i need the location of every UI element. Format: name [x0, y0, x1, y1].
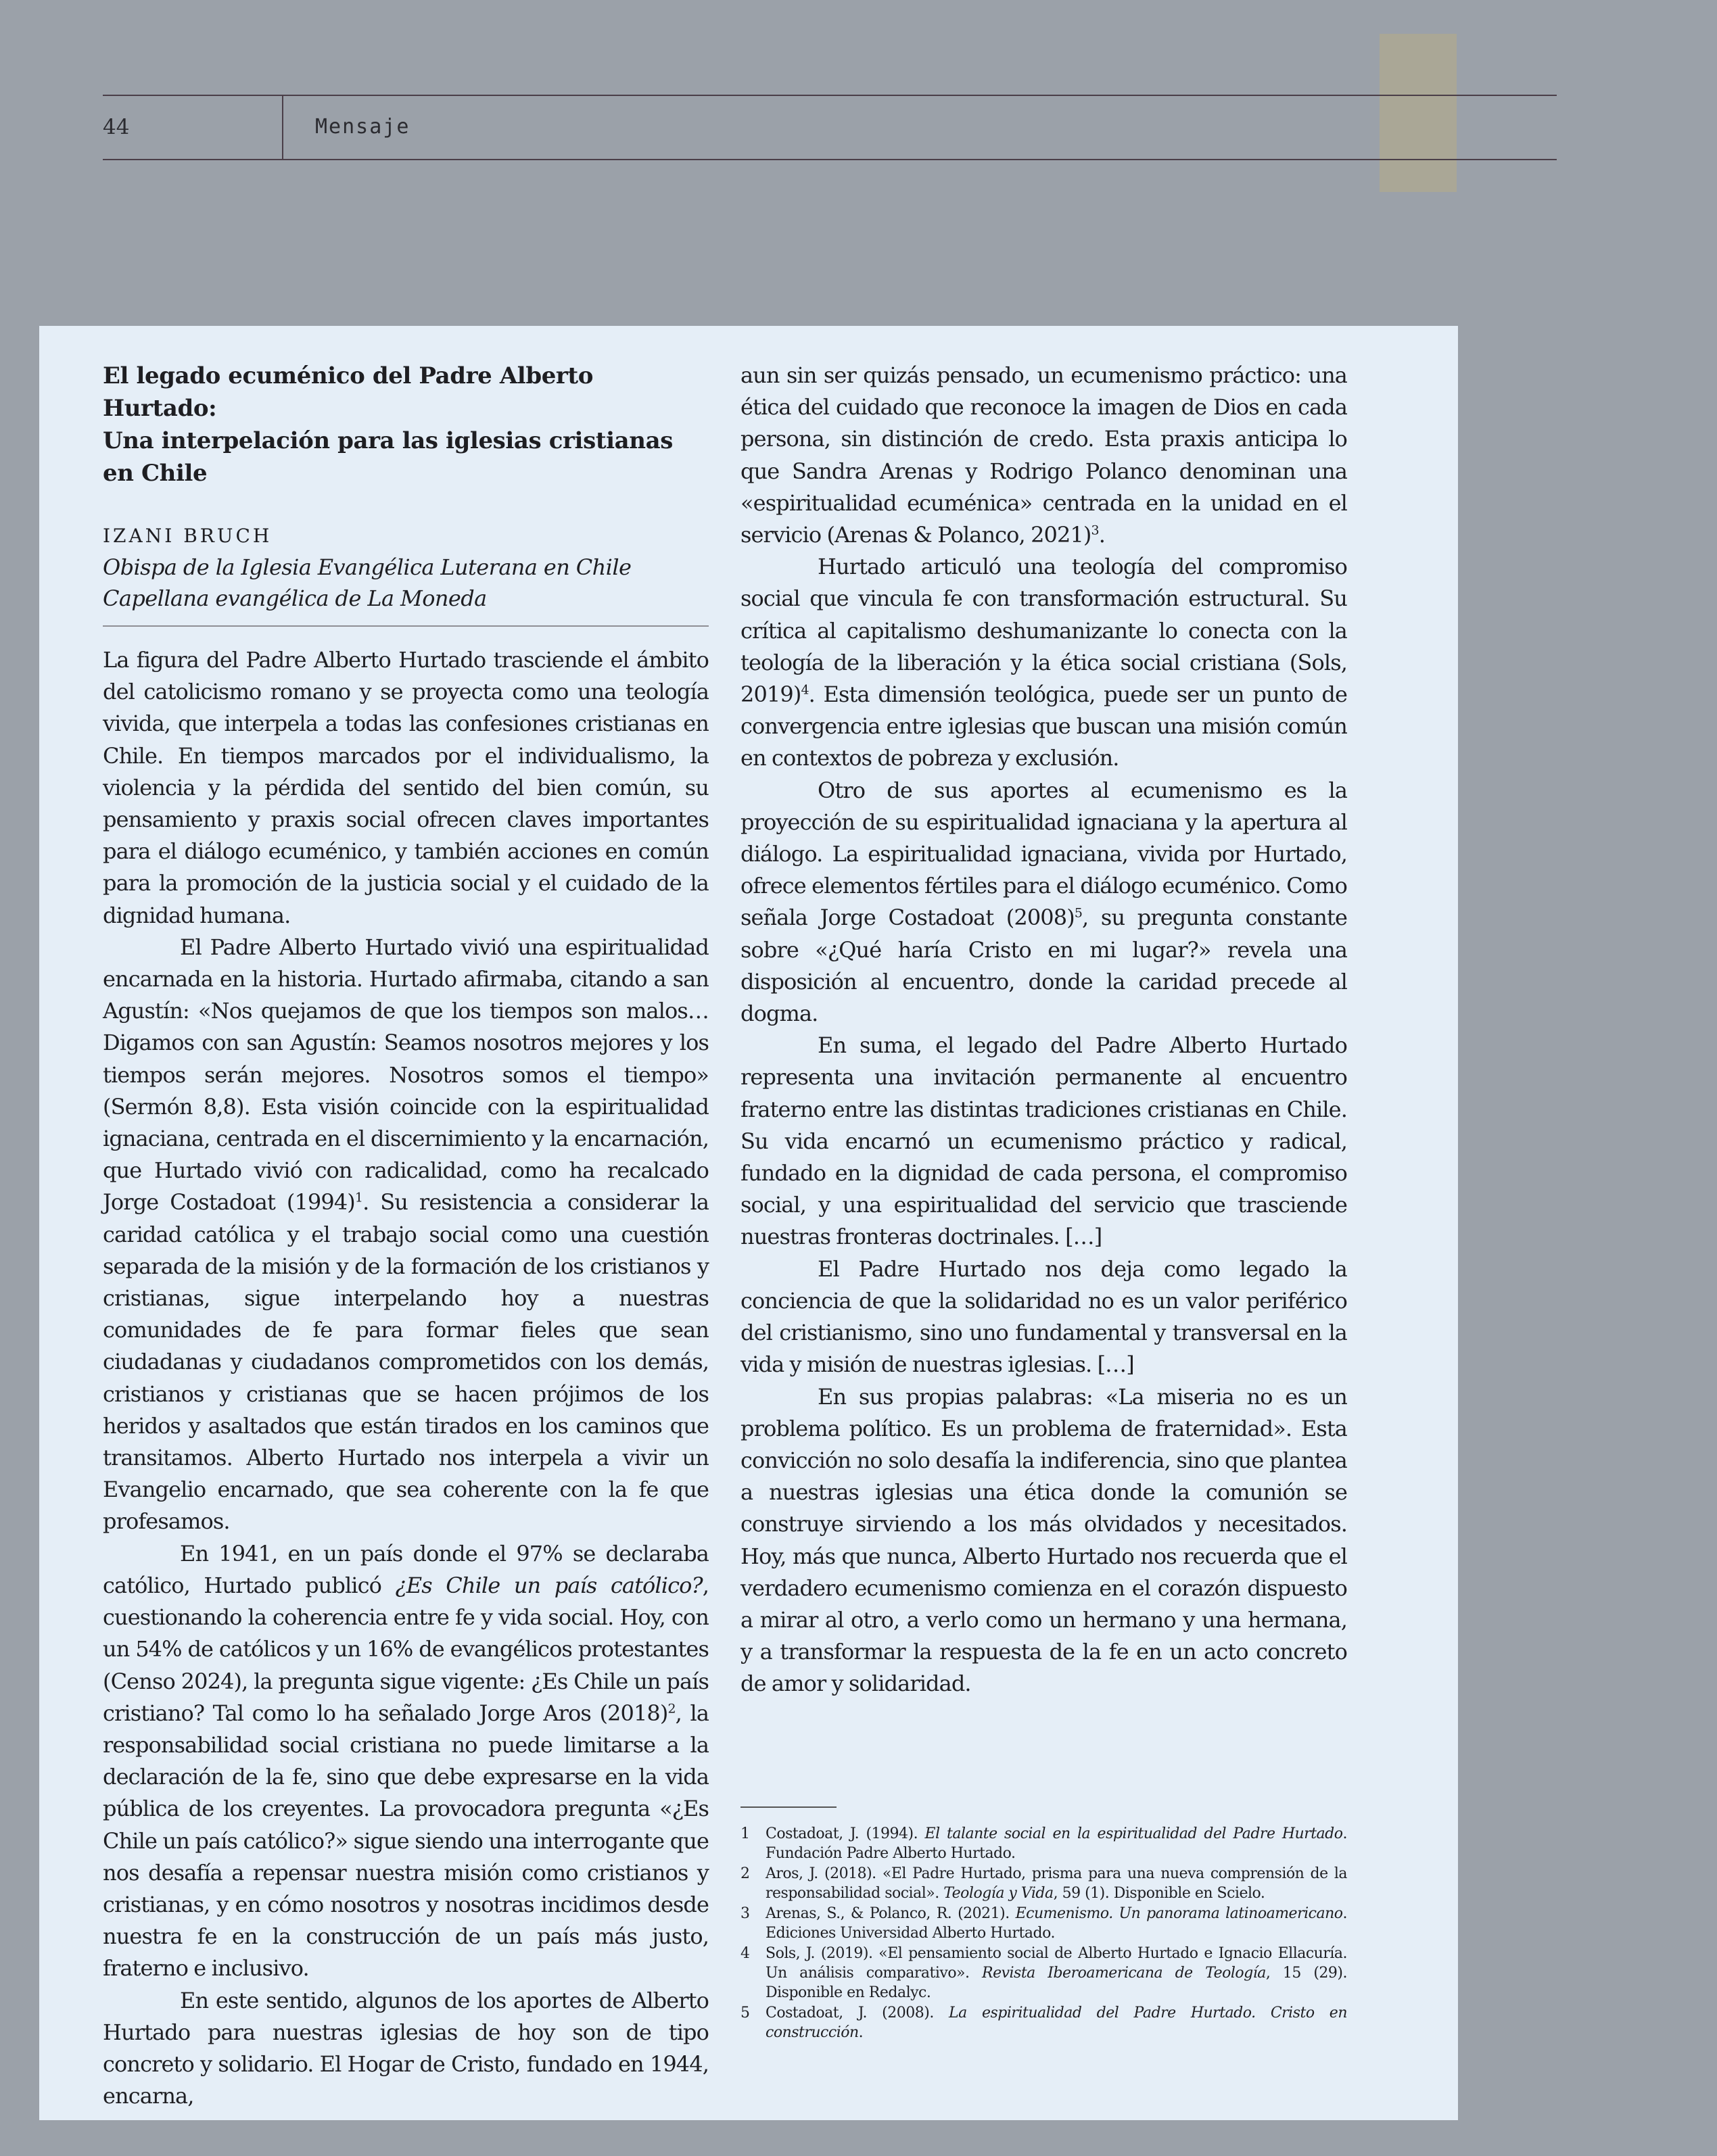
header-bottom-rule	[103, 159, 1557, 160]
footnote-work-title: Ecumenismo. Un panorama latinoamericano	[1015, 1905, 1343, 1922]
footnote-citation: Sols, J. (2019). «El pensamiento social de Alberto Hurtado e Ignacio Ellacuría. Un análisis comparativo».	[766, 1945, 1347, 1982]
title-line: El legado ecuménico del Padre Alberto Hurtado:	[103, 362, 594, 422]
paragraph	[740, 775, 1347, 1030]
paragraph	[740, 551, 1347, 774]
page-number: 44	[103, 115, 130, 139]
footnote-citation: Aros, J. (2018). «El Padre Hurtado, prisma para una nueva comprensión de la responsabilidad social».	[766, 1865, 1347, 1902]
footnote-number: 2	[740, 1865, 750, 1882]
footnote-citation: . Ediciones Universidad Alberto Hurtado.	[766, 1905, 1347, 1942]
paragraph-text: Otro de sus aportes al ecumenismo es la proyección de su espiritualidad ignaciana y la apertura al diálogo. La espiritualidad ignaciana, vivida por Hurtado, ofrece elementos fértiles para el diálogo ecuménico. Como señala Jorge Costadoat (2008)	[740, 777, 1347, 931]
paragraph-text: , su pregunta constante sobre «¿Qué haría Cristo en mi lugar?» revela una disposición al encuentro, donde la caridad precede al dogma.	[740, 905, 1347, 1027]
footnote-number: 5	[740, 2005, 750, 2021]
paragraph-text: En suma, el legado del Padre Alberto Hurtado representa una invitación permanente al encuentro fraterno entre las distintas tradiciones cristianas en Chile. Su vida encarnó un ecumenismo práctico y radical, fundado en la dignidad de cada persona, el compromiso social, y una espiritualidad del servicio que trasciende nuestras fronteras doctrinales. […]	[740, 1032, 1347, 1250]
paragraph-text: , la responsabilidad social cristiana no puede limitarse a la declaración de la fe, sino que debe expresarse en la vida pública de los creyentes. La provocadora pregunta «¿Es Chile un país católico?» sigue siendo una interrogante que nos desafía a repensar nuestra misión como cristianos y cristianas, y en cómo nosotros y nosotras incidimos desde nuestra fe en la construcción de un país más justo, fraterno e inclusivo.	[103, 1700, 709, 1982]
footnote-text	[766, 1824, 1347, 1863]
paragraph-text: En este sentido, algunos de los aportes de Alberto Hurtado para nuestras iglesias de hoy son de tipo concreto y solidario. El Hogar de Cristo, fundado en 1944, encarna,	[103, 1987, 709, 2109]
paragraph-text: , cuestionando la coherencia entre fe y vida social. Hoy, con un 54% de católicos y un 16% de evangélicos protestantes (Censo 2024), la pregunta sigue vigente: ¿Es Chile un país cristiano? Tal como lo ha señalado Jorge Aros (2018)	[103, 1572, 709, 1726]
paragraph	[103, 1538, 709, 1985]
paragraph	[103, 1985, 709, 2113]
footnote-number: 1	[740, 1825, 750, 1842]
paragraph-text: El Padre Hurtado nos deja como legado la conciencia de que la solidaridad no es un valor periférico del cristianismo, sino uno fundamental y transversal en la vida y misión de nuestras iglesias. […]	[740, 1255, 1347, 1378]
footnote-text	[766, 2003, 1347, 2042]
footnote-work-title: Teología y Vida	[943, 1885, 1054, 1902]
footnote-text	[766, 1864, 1347, 1903]
footnote-citation: Costadoat, J. (1994).	[766, 1825, 925, 1842]
body-text-right	[740, 360, 1347, 1700]
paragraph-text: .	[1098, 522, 1105, 548]
footnote-text	[766, 1904, 1347, 1943]
footnote-item	[740, 1904, 1347, 1943]
header-separator	[282, 95, 283, 159]
author-name: IZANI BRUCH	[103, 525, 273, 547]
paragraph	[740, 1381, 1347, 1700]
footnote-citation: , 59 (1). Disponible en Scielo.	[1053, 1885, 1265, 1902]
section-name: Mensaje	[315, 115, 410, 139]
footnote-divider	[740, 1806, 837, 1808]
footnote-citation: .	[858, 2024, 864, 2041]
right-column	[740, 360, 1347, 1700]
paragraph-text: En 1941, en un país donde el 97% se declaraba católico, Hurtado publicó	[103, 1540, 709, 1598]
footnote-ref[interactable]: 3	[1091, 523, 1099, 538]
footnote-item	[740, 1824, 1347, 1863]
byline-divider	[103, 625, 709, 627]
footnote-item	[740, 1864, 1347, 1903]
article-title	[103, 360, 709, 489]
paragraph	[740, 1030, 1347, 1253]
footnote-work-title: La espiritualidad del Padre Hurtado. Cristo en construcción	[766, 2005, 1347, 2041]
footnote-work-title: El talante social en la espiritualidad del Padre Hurtado	[924, 1825, 1343, 1842]
title-line: Una interpelación para las iglesias cristianas	[103, 427, 673, 454]
footnote-number: 3	[740, 1905, 750, 1922]
paragraph	[740, 360, 1347, 551]
body-text-left	[103, 644, 709, 2112]
paragraph-text: En sus propias palabras: «La miseria no es un problema político. Es un problema de fraternidad». Esta convicción no solo desafía la indiferencia, sino que plantea a nuestras iglesias una ética donde la comunión se construye sirviendo a los más olvidados y necesitados. Hoy, más que nunca, Alberto Hurtado nos recuerda que el verdadero ecumenismo comienza en el corazón dispuesto a mirar al otro, a verlo como un hermano y una hermana, y a transformar la respuesta de la fe en un acto concreto de amor y solidaridad.	[740, 1383, 1347, 1697]
footnote-text	[766, 1944, 1347, 2003]
paragraph-text: Hurtado articuló una teología del compromiso social que vincula fe con transformación estructural. Su crítica al capitalismo deshumanizante lo conecta con la teología de la liberación y la ética social cristiana (Sols, 2019)	[740, 554, 1347, 708]
paragraph-text: La figura del Padre Alberto Hurtado trasciende el ámbito del catolicismo romano y se proyecta como una teología vivida, que interpela a todas las confesiones cristianas en Chile. En tiempos marcados por el individualismo, la violencia y la pérdida del sentido del bien común, su pensamiento y praxis social ofrecen claves importantes para el diálogo ecuménico, y también acciones en común para la promoción de la justicia social y el cuidado de la dignidad humana.	[103, 647, 709, 928]
footnote-citation: , 15 (29). Disponible en Redalyc.	[766, 1965, 1347, 2001]
author-role: Capellana evangélica de La Moneda	[103, 585, 487, 611]
footnotes	[740, 1824, 1347, 2043]
footnote-citation: Arenas, S., & Polanco, R. (2021).	[766, 1905, 1016, 1922]
left-column	[103, 360, 709, 2112]
page-tab-marker	[1380, 34, 1457, 192]
footnote-number: 4	[740, 1945, 750, 1962]
book-title: ¿Es Chile un país católico?	[395, 1572, 703, 1598]
footnote-work-title: Revista Iberoamericana de Teología	[982, 1965, 1266, 1982]
paragraph	[103, 644, 709, 932]
paragraph	[740, 1253, 1347, 1381]
footnote-item	[740, 2003, 1347, 2042]
author-role: Obispa de la Iglesia Evangélica Luterana en Chile	[103, 554, 632, 580]
title-line: en Chile	[103, 460, 208, 487]
paragraph-text: aun sin ser quizás pensado, un ecumenismo práctico: una ética del cuidado que reconoce la imagen de Dios en cada persona, sin distinción de credo. Esta praxis anticipa lo que Sandra Arenas y Rodrigo Polanco denominan una «espiritualidad ecuménica» centrada en la unidad en el servicio (Arenas & Polanco, 2021)	[740, 362, 1347, 548]
paragraph-text: El Padre Alberto Hurtado vivió una espiritualidad encarnada en la historia. Hurtado afirmaba, citando a san Agustín: «Nos quejamos de que los tiempos son malos… Digamos con san Agustín: Seamos nosotros mejores y los tiempos serán mejores. Nosotros somos el tiempo» (Sermón 8,8). Esta visión coincide con la espiritualidad ignaciana, centrada en el discernimiento y la encarnación, que Hurtado vivió con radicalidad, como ha recalcado Jorge Costadoat (1994)	[103, 934, 709, 1216]
paragraph	[103, 932, 709, 1538]
paragraph-text: . Esta dimensión teológica, puede ser un punto de convergencia entre iglesias que buscan una misión común en contextos de pobreza y exclusión.	[740, 681, 1347, 771]
footnote-ref[interactable]: 5	[1074, 905, 1083, 921]
footnote-ref[interactable]: 2	[667, 1701, 676, 1717]
footnote-citation: . Fundación Padre Alberto Hurtado.	[766, 1825, 1348, 1862]
footnote-ref[interactable]: 1	[354, 1190, 363, 1205]
footnote-ref[interactable]: 4	[801, 682, 809, 698]
header-top-rule	[103, 95, 1557, 96]
footnote-item	[740, 1944, 1347, 2003]
footnote-citation: Costadoat, J. (2008).	[766, 2005, 949, 2021]
paragraph-text: . Su resistencia a considerar la caridad católica y el trabajo social como una cuestión separada de la misión y de la formación de los cristianos y cristianas, sigue interpelando hoy a nuestras comunidades de fe para formar fieles que sean ciudadanas y ciudadanos comprometidos con los demás, cristianos y cristianas que se hacen prójimos de los heridos y asaltados que están tirados en los caminos que transitamos. Alberto Hurtado nos interpela a vivir un Evangelio encarnado, que sea coherente con la fe que profesamos.	[103, 1189, 709, 1535]
